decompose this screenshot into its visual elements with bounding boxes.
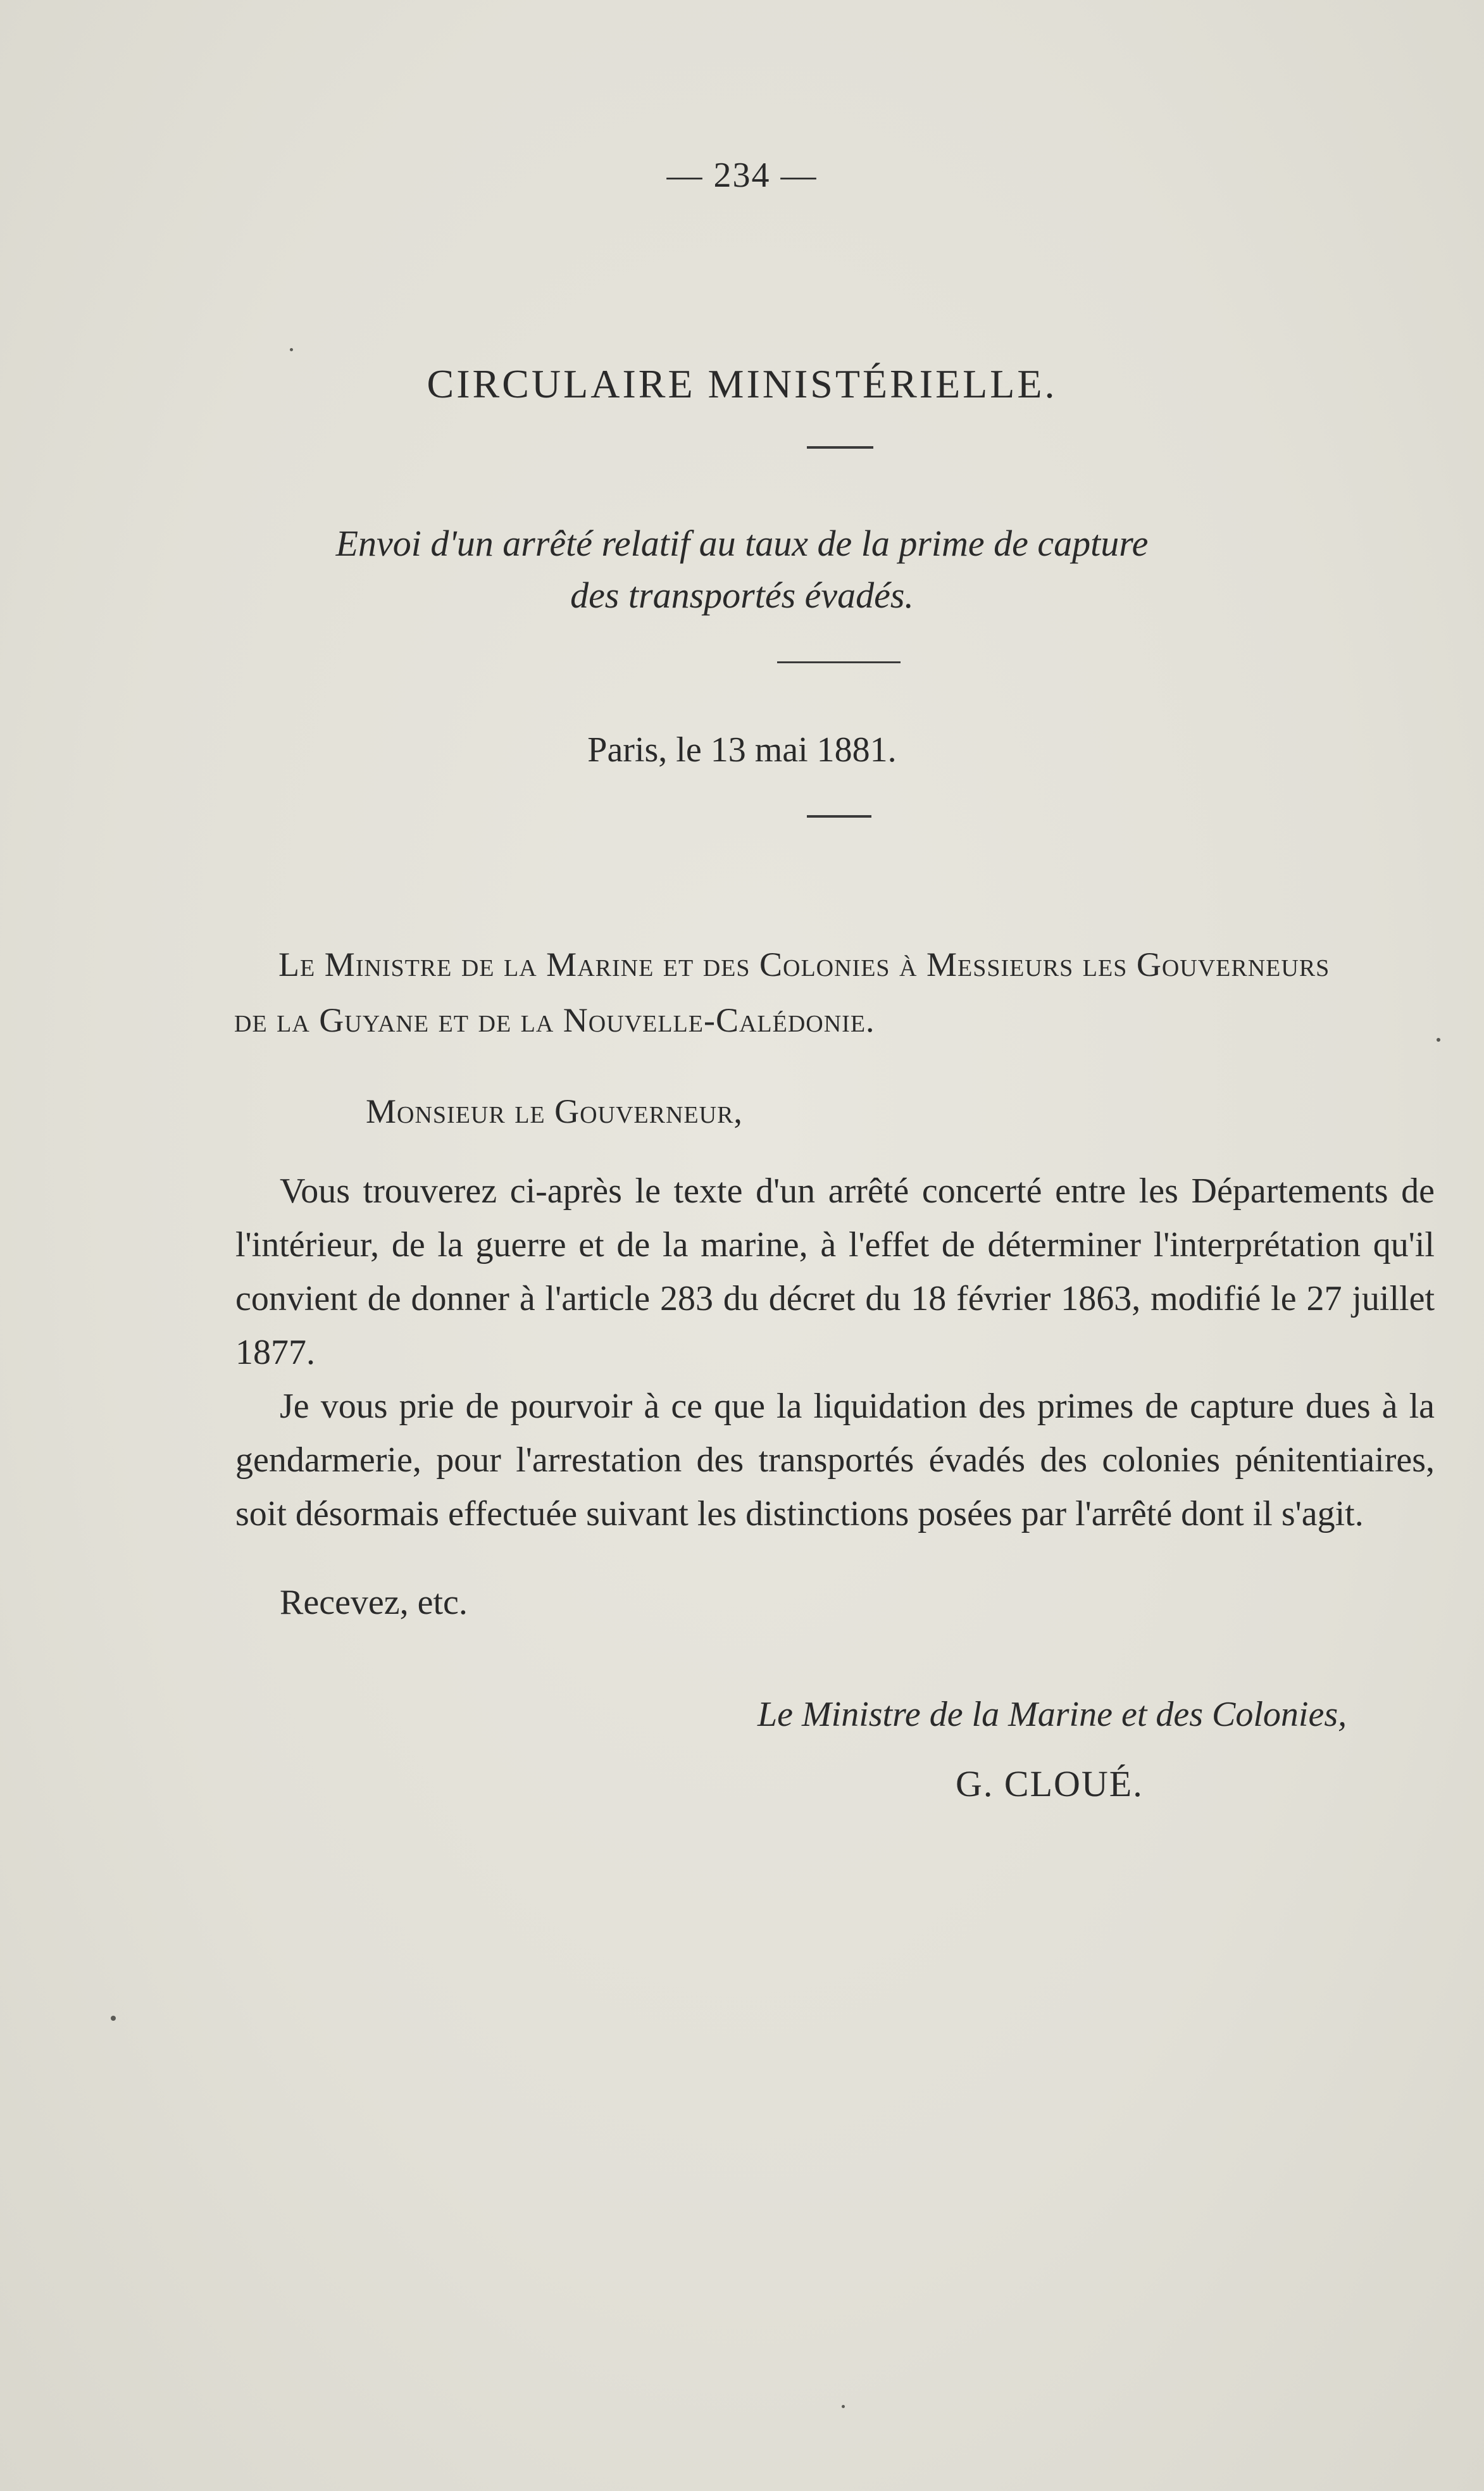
circular-title: CIRCULAIRE MINISTÉRIELLE. — [427, 361, 1057, 406]
paragraph-1: Vous trouverez ci-après le texte d'un arrêté concerté entre les Départements de l'intérieur, de la guerre et de la marine, à l'effet de déterminer l'interprétation qu'il convient de donner à l'article 283 du décret du 18 février 1863, modifié le 27 juillet 1877. — [235, 1171, 1435, 1372]
subtitle-divider — [777, 661, 901, 663]
closing: Recevez, etc. — [280, 1583, 468, 1622]
letter-body — [235, 1164, 1435, 1541]
address-line-1: Le Ministre de la Marine et des Colonies à Messieurs les Gouverneurs — [278, 946, 1330, 983]
paragraph-2: Je vous prie de pourvoir à ce que la liquidation des primes de capture dues à la gendarmerie, pour l'arrestation des transportés évadés des colonies pénitentiaires, soit désormais effectuée suivant les distinctions posées par l'arrêté dont il s'agit. — [235, 1387, 1435, 1533]
paper-speck — [111, 2016, 116, 2021]
paper-speck — [1437, 1038, 1440, 1042]
paper-speck — [290, 348, 293, 351]
address-line-2: de la Guyane et de la Nouvelle-Calédonie. — [234, 1001, 875, 1039]
dateline: Paris, le 13 mai 1881. — [587, 730, 897, 770]
page-number: — 234 — — [666, 156, 818, 195]
paper-speck — [842, 2405, 845, 2408]
signature-title: Le Ministre de la Marine et des Colonies, — [758, 1695, 1347, 1734]
address-block — [234, 937, 1481, 1048]
salutation: Monsieur le Gouverneur, — [366, 1092, 743, 1130]
subtitle — [0, 518, 1484, 621]
signature-name: G. CLOUÉ. — [956, 1763, 1144, 1804]
dateline-divider — [807, 815, 871, 818]
subtitle-line-2: des transportés évadés. — [570, 575, 914, 616]
title-divider — [807, 446, 873, 449]
subtitle-line-1: Envoi d'un arrêté relatif au taux de la prime de capture — [335, 523, 1149, 564]
